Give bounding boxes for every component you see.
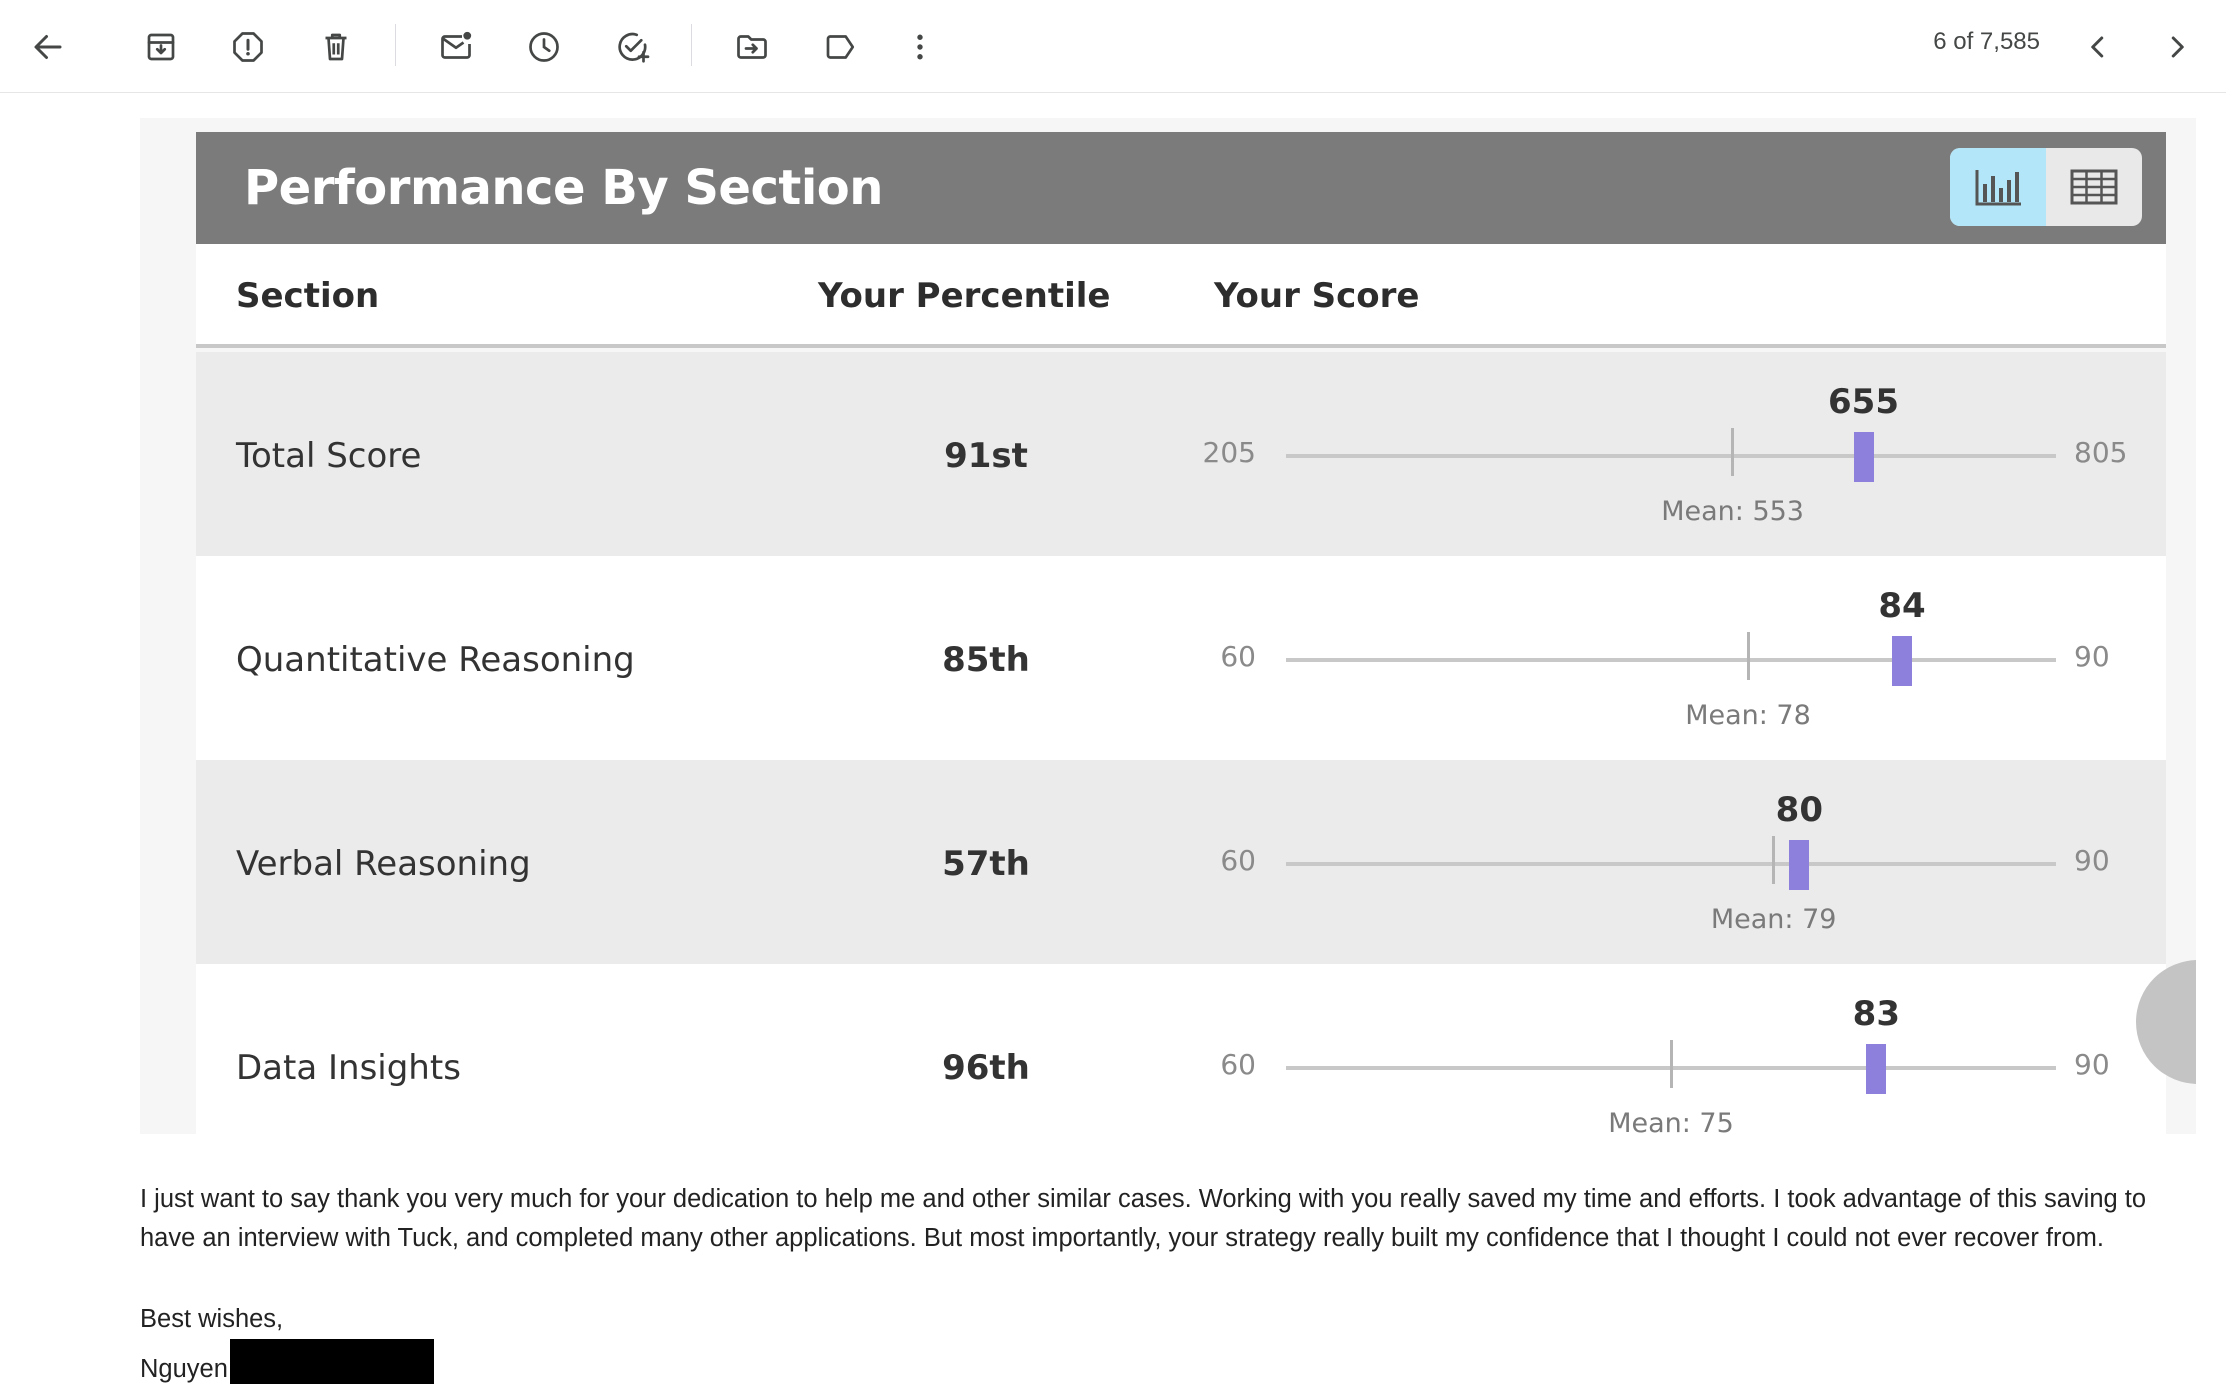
chevron-left-icon (2080, 29, 2116, 65)
report-spam-button[interactable] (223, 22, 273, 72)
archive-button[interactable] (136, 22, 186, 72)
scale-min-label: 60 (1220, 844, 1256, 877)
mean-label: Mean: 75 (1608, 1108, 1734, 1134)
percentile-value: 57th (942, 844, 1030, 884)
scale-min-label: 205 (1202, 436, 1256, 469)
section-name: Total Score (236, 436, 422, 476)
card-title: Performance By Section (244, 160, 883, 216)
scale-min-label: 60 (1220, 640, 1256, 673)
scale-max-label: 90 (2074, 844, 2110, 877)
score-marker (1854, 432, 1874, 482)
column-header-section: Section (236, 276, 380, 316)
back-button[interactable] (23, 22, 73, 72)
label-button[interactable] (815, 22, 865, 72)
chart-view-button (1950, 148, 2046, 226)
score-marker (1892, 636, 1912, 686)
toolbar-divider (395, 24, 396, 66)
more-vert-icon (902, 29, 938, 65)
redaction-box (230, 1339, 434, 1384)
table-row (196, 964, 2166, 1134)
score-track (1286, 454, 2056, 458)
move-to-icon (734, 29, 770, 65)
section-name: Quantitative Reasoning (236, 640, 635, 680)
score-value: 84 (1878, 586, 1926, 626)
scale-min-label: 60 (1220, 1048, 1256, 1081)
snooze-button[interactable] (519, 22, 569, 72)
chevron-right-icon (2159, 29, 2195, 65)
mark-unread-button[interactable] (431, 22, 481, 72)
add-task-icon (615, 29, 651, 65)
signature-name: Nguyen (140, 1355, 228, 1383)
card-header (196, 132, 2166, 244)
email-toolbar (0, 0, 2226, 93)
mean-tick (1670, 1040, 1673, 1088)
label-icon (822, 29, 858, 65)
more-options-button[interactable] (895, 22, 945, 72)
column-header-score: Your Score (1214, 276, 1420, 316)
section-name: Verbal Reasoning (236, 844, 531, 884)
mean-tick (1747, 632, 1750, 680)
table-row (196, 760, 2166, 964)
score-marker (1866, 1044, 1886, 1094)
percentile-value: 91st (944, 436, 1028, 476)
snooze-icon (526, 29, 562, 65)
table-row (196, 556, 2166, 760)
view-toggle (1950, 148, 2142, 226)
mean-tick (1772, 836, 1775, 884)
archive-icon (143, 29, 179, 65)
table-header (196, 244, 2166, 348)
newer-button[interactable] (2073, 22, 2123, 72)
signature-line (140, 1339, 434, 1384)
column-header-percentile: Your Percentile (818, 276, 1111, 316)
move-to-button[interactable] (727, 22, 777, 72)
delete-icon (318, 29, 354, 65)
score-value: 83 (1852, 994, 1900, 1034)
older-button[interactable] (2152, 22, 2202, 72)
score-track (1286, 658, 2056, 662)
mean-label: Mean: 553 (1661, 496, 1804, 527)
table-view-button (2046, 148, 2142, 226)
score-track (1286, 862, 2056, 866)
table-row (196, 352, 2166, 556)
arrow-left-icon (30, 29, 66, 65)
scale-max-label: 90 (2074, 640, 2110, 673)
mark-unread-icon (438, 29, 474, 65)
score-value: 80 (1775, 790, 1823, 830)
scale-max-label: 90 (2074, 1048, 2110, 1081)
percentile-value: 85th (942, 640, 1030, 680)
mean-label: Mean: 79 (1710, 904, 1837, 935)
score-report-image (140, 118, 2196, 1134)
delete-button[interactable] (311, 22, 361, 72)
section-name: Data Insights (236, 1048, 461, 1088)
scale-max-label: 805 (2074, 436, 2128, 469)
score-value: 655 (1828, 382, 1899, 422)
message-signature (140, 1300, 434, 1384)
message-body: I just want to say thank you very much for your dedication to help me and other similar cases. Working with you really saved my time and efforts. I took advantage of this saving to have an interview with Tuck, and completed many other applications. But most importantly, your strategy really built my confidence that I thought I could not ever recover from. (140, 1185, 2147, 1252)
mean-label: Mean: 78 (1685, 700, 1811, 731)
bar-chart-icon (1973, 166, 2023, 208)
toolbar-divider (691, 24, 692, 66)
percentile-value: 96th (942, 1048, 1030, 1088)
table-grid-icon (2069, 166, 2119, 208)
report-spam-icon (230, 29, 266, 65)
add-to-tasks-button[interactable] (608, 22, 658, 72)
mean-tick (1731, 428, 1734, 476)
closing-line: Best wishes, (140, 1305, 284, 1333)
pagination-count: 6 of 7,585 (1933, 28, 2040, 55)
score-marker (1789, 840, 1809, 890)
